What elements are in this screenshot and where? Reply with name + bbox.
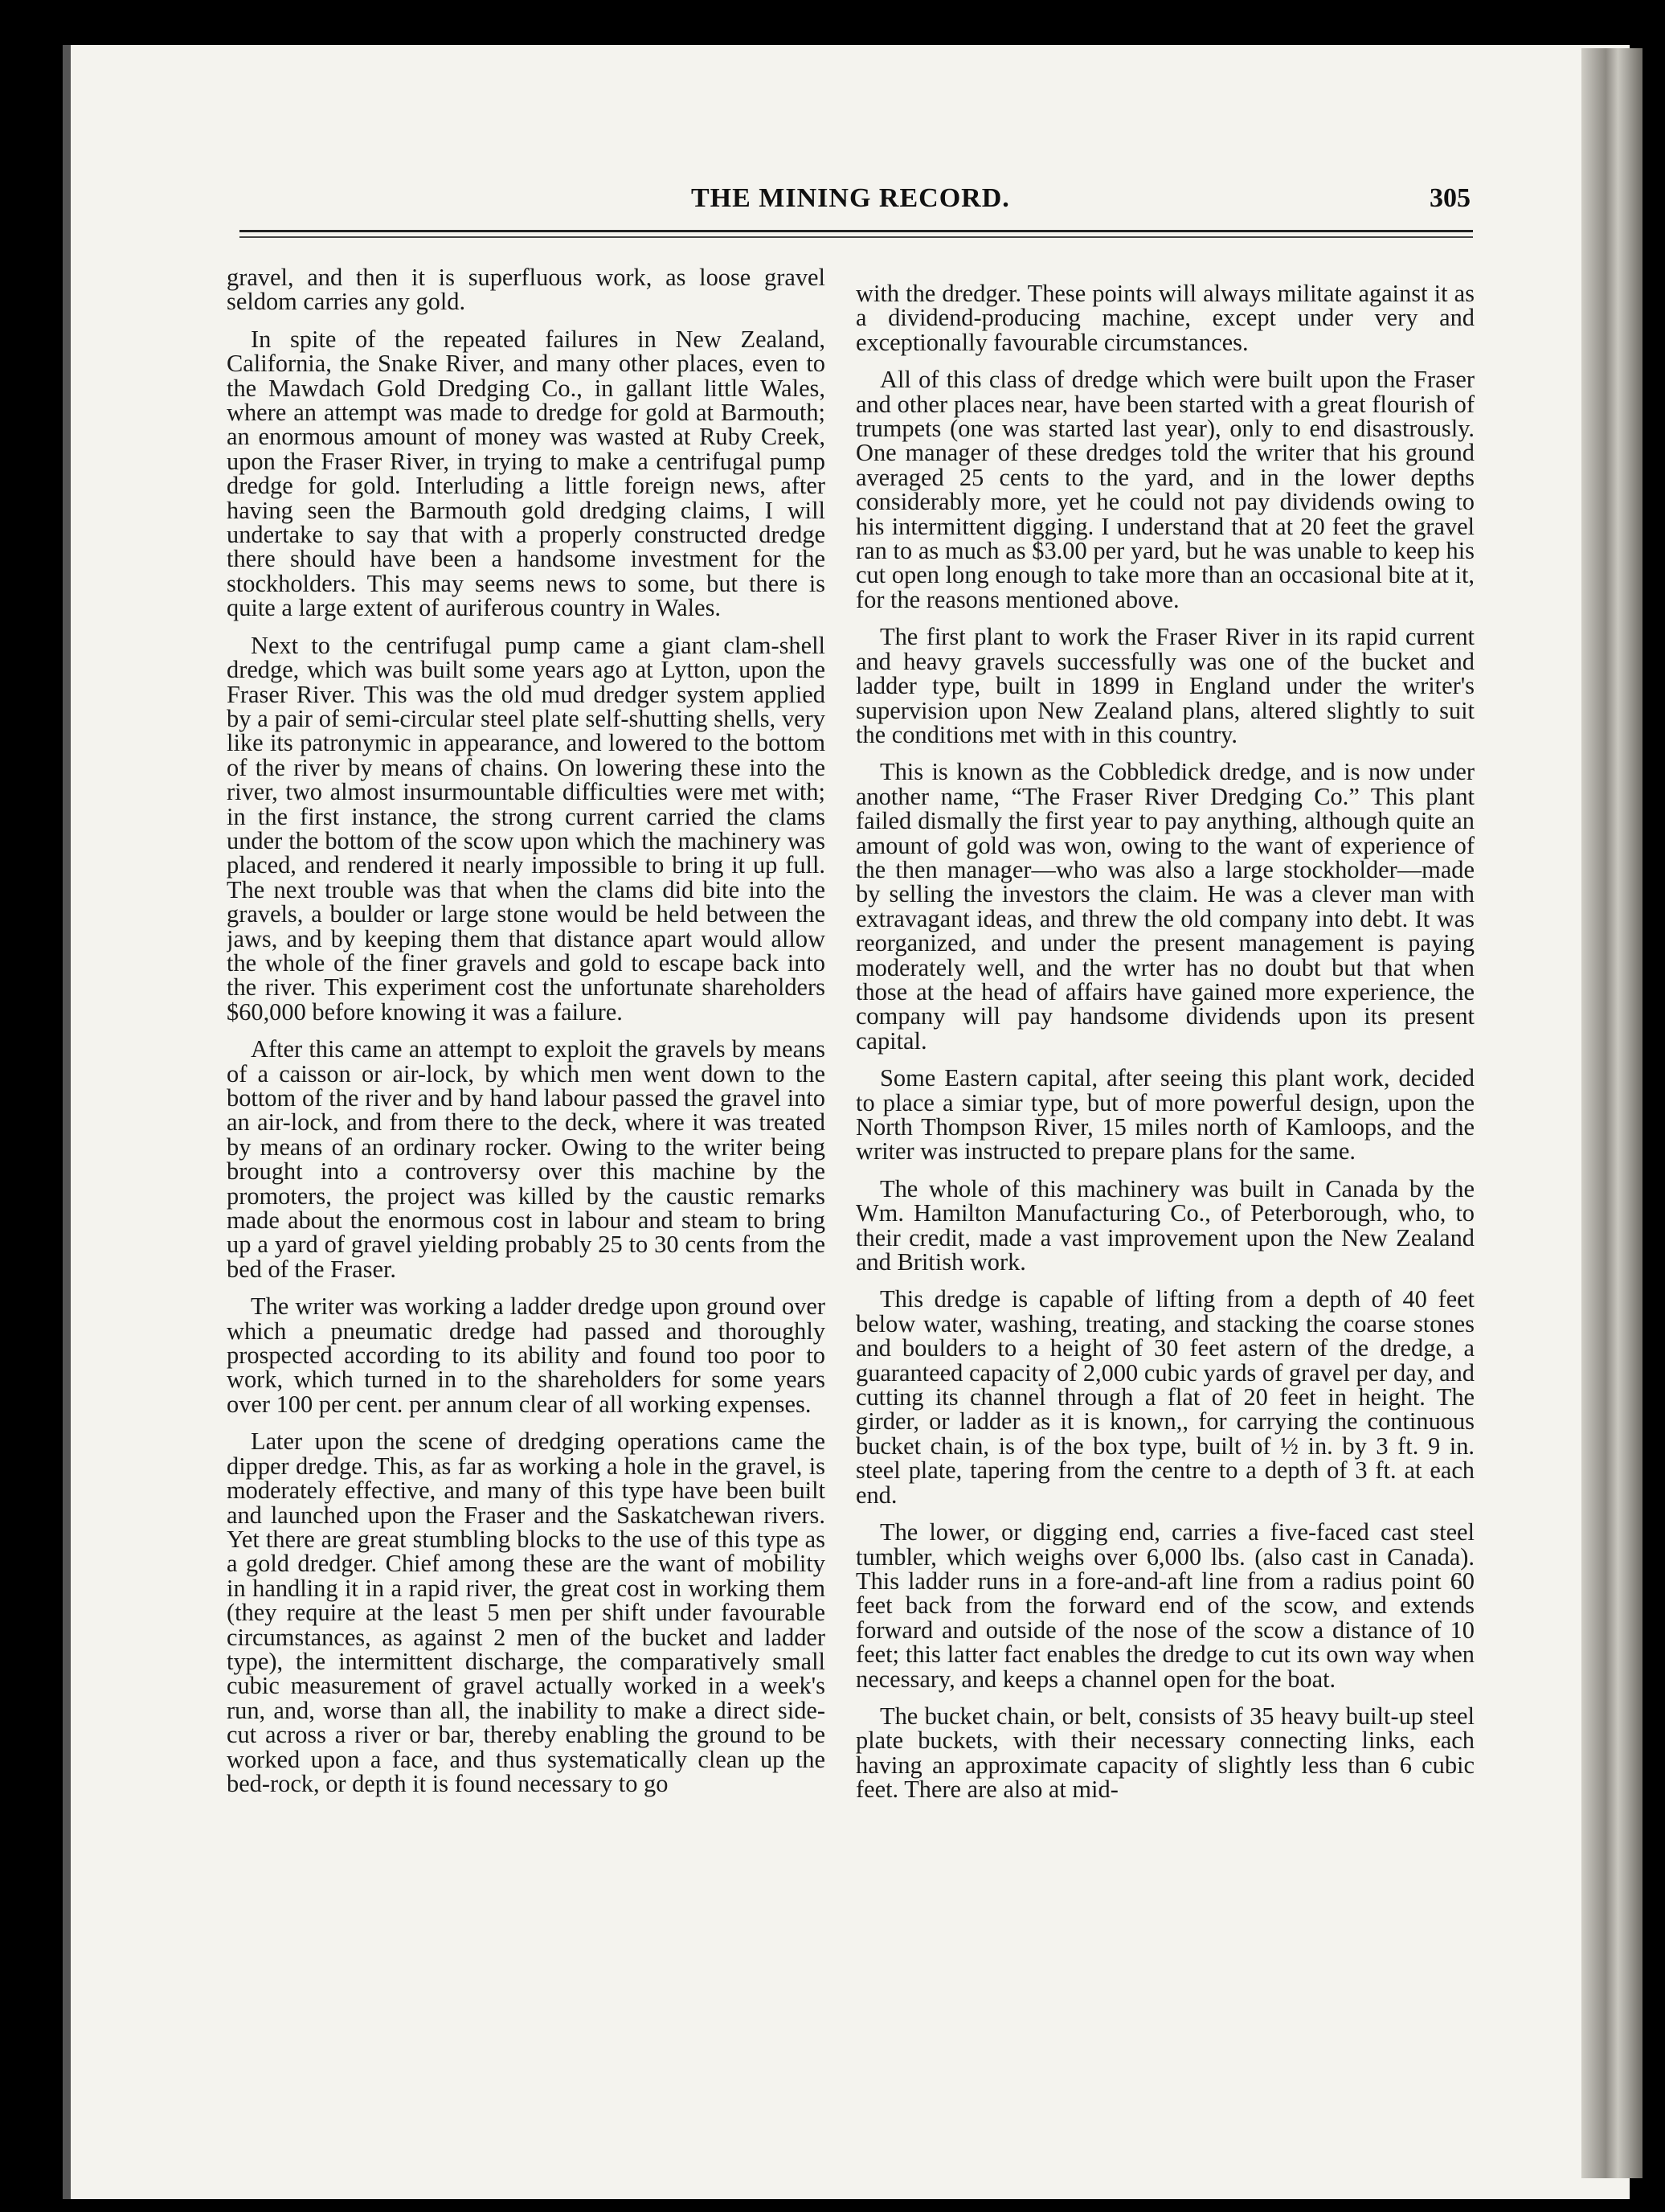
paragraph: The writer was working a ladder dredge upon ground over which a pneumatic dredge had passed and thoroughly prospected according to its ability and found too poor to work, which turned in to the shareholders for some years over 100 per cent. per annum clear of all working expenses. (227, 1292, 825, 1418)
paragraph: This dredge is capable of lifting from a depth of 40 feet below water, washing, treating, and stacking the coarse stones and boulders to a height of 30 feet astern of the dredge, a guaranteed capacity of 2,000 cubic yards of gravel per day, and cutting its channel through a flat of 20 feet in height. The girder, or ladder as it is known,, for carrying the continuous bucket chain, is of the box type, built of ½ in. by 3 ft. 9 in. steel plate, tapering from the centre to a depth of 3 ft. at each end. (856, 1285, 1475, 1509)
paragraph: After this came an attempt to exploit the gravels by means of a caisson or air-lock, by which men went down to the bottom of the river and by hand labour passed the gravel into an air-lock, and from there to the deck, where it was treated by means of an ordinary rocker. Owing to the writer being brought into a controversy over this machine by the promoters, the project was killed by the caustic remarks made about the enormous cost in labour and steam to bring up a yard of gravel yielding probably 25 to 30 cents from the bed of the Fraser. (227, 1035, 825, 1283)
paragraph: The bucket chain, or belt, consists of 35 heavy built-up steel plate buckets, with their necessary connecting links, each having an approximate capacity of slightly less than 6 cubic feet. There are also at mid- (856, 1702, 1475, 1804)
paragraph: All of this class of dredge which were built upon the Fraser and other places near, have been started with a great flourish of trumpets (one was started last year), only to end disastrously. One manager of these dredges told the writer that his ground averaged 25 cents to the yard, and in the lower depths considerably more, yet he could not pay dividends owing to his intermittent digging. I understand that at 20 feet the gravel ran to as much as $3.00 per yard, but he was unable to keep his cut open long enough to take more than an occasional bite at it, for the reasons mentioned above. (856, 366, 1475, 613)
paragraph: The whole of this machinery was built in Canada by the Wm. Hamilton Manufacturing Co., of Peterborough, who, to their credit, made a vast improvement upon the New Zealand and British work. (856, 1174, 1475, 1276)
paragraph: The lower, or digging end, carries a five-faced cast steel tumbler, which weighs over 6,000 lbs. (also cast in Canada). This ladder runs in a fore-and-aft line from a radius point 60 feet back from the forward end of the scow, and extends forward and outside of the nose of the scow a distance of 10 feet; this latter fact enables the dredge to cut its own way when necessary, and keeps a channel open for the boat. (856, 1518, 1475, 1693)
paragraph: This is known as the Cobbledick dredge, and is now under another name, “The Fraser River Dredging Co.” This plant failed dismally the first year to pay anything, although quite an amount of gold was won, owing to the want of experience of the then manager—who was also a large stockholder—made by selling the investors the claim. He was a clever man with extravagant ideas, and threw the old company into debt. It was reorganized, and under the present management is paying moderately well, and the wrter has no doubt but that when those at the head of affairs have gained more experience, the company will pay handsome dividends upon its present capital. (856, 758, 1475, 1055)
paragraph: gravel, and then it is superfluous work, as loose gravel seldom carries any gold. (227, 265, 825, 316)
header-rule-thin (239, 236, 1473, 238)
paragraph: The first plant to work the Fraser River in its rapid current and heavy gravels successfully was one of the bucket and ladder type, built in 1899 in England under the writer's supervision upon New Zealand plans, altered slightly to suit the conditions met with in this country. (856, 623, 1475, 748)
paragraph: In spite of the repeated failures in New Zealand, California, the Snake River, and many other places, even to the Mawdach Gold Dredging Co., in gallant little Wales, where an attempt was made to dredge for gold at Barmouth; an enormous amount of money was wasted at Ruby Creek, upon the Fraser River, in trying to make a centrifugal pump dredge for gold. Interluding a little foreign news, after having seen the Barmouth gold dredging claims, I will undertake to say that with a properly constructed dredge there should have been a handsome investment for the stockholders. This may seems news to some, but there is quite a large extent of auriferous country in Wales. (227, 325, 825, 622)
running-header (241, 183, 1471, 231)
right-column (856, 281, 1475, 2178)
header-rule (239, 230, 1473, 232)
page-number: 305 (1430, 183, 1471, 213)
paragraph: Some Eastern capital, after seeing this plant work, decided to place a simiar type, but of more powerful design, upon the North Thompson River, 15 miles north of Kamloops, and the writer was instructed to prepare plans for the same. (856, 1064, 1475, 1165)
paragraph: with the dredger. These points will always militate against it as a dividend-producing machine, except under very and exceptionally favourable circumstances. (856, 281, 1475, 356)
paragraph: Next to the centrifugal pump came a giant clam-shell dredge, which was built some years ago at Lytton, upon the Fraser River. This was the old mud dredger system applied by a pair of semi-circular steel plate self-shutting shells, very like its patronymic in appearance, and lowered to the bottom of the river by means of chains. On lowering these into the river, two almost insurmountable difficulties were met with; in the first instance, the strong current carried the clams under the bottom of the scow upon which the machinery was placed, and rendered it nearly impossible to bring it up full. The next trouble was that when the clams did bite into the gravels, a boulder or large stone would be held between the jaws, and by keeping them that distance apart would allow the whole of the finer gravels and gold to escape back into the river. This experiment cost the unfortunate shareholders $60,000 before knowing it was a failure. (227, 631, 825, 1026)
journal-title: THE MINING RECORD. (691, 183, 1010, 213)
book-edge (1581, 48, 1642, 2178)
page-gutter (63, 45, 71, 2199)
paragraph: Later upon the scene of dredging operations came the dipper dredge. This, as far as working a hole in the gravel, is moderately effective, and many of this type have been built and launched upon the Fraser and the Saskatchewan rivers. Yet there are great stumbling blocks to the use of this type as a gold dredger. Chief among these are the want of mobility in handling it in a rapid river, the great cost in working them (they require at the least 5 men per shift under favourable circumstances, as against 2 men of the bucket and ladder type), the intermittent discharge, the comparatively small cubic measurement of gravel actually worked in a week's run, and, worse than all, the inability to make a direct side-cut across a river or bar, thereby enabling the ground to be worked upon a face, and thus systematically clean up the bed-rock, or depth it is found necessary to go (227, 1428, 825, 1797)
left-column (227, 265, 825, 2162)
